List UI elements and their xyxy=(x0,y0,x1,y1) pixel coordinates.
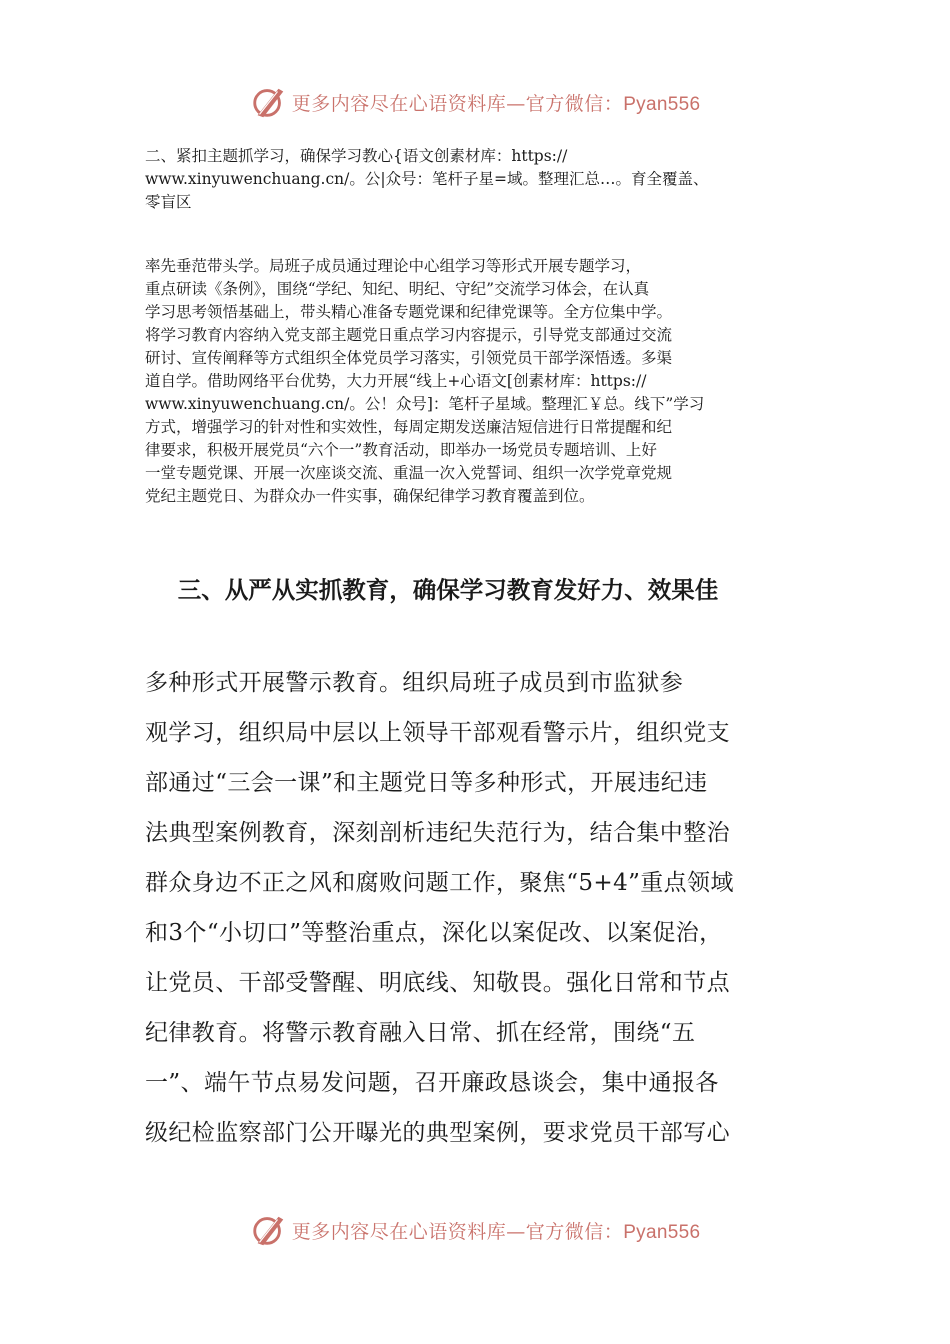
section2-body: 率先垂范带头学。局班子成员通过理论中心组学习等形式开展专题学习， 重点研读《条例》，围绕“学纪、知纪、明纪、守纪”交流学习体会，在认真 学习思考领悟基础上，带头精心准备专题党课和纪律党课等。全方位集中学。 将学习教育内容纳入党支部主题党日重点学习内容提示，引导党支部通过交流 研讨、宣传阐释等方式组织全体党员学习落实，引领党员干部学深悟透。多渠 道自学。借助网络平台优势，大力开展“线上+心语文[创素材库：https:// www.xinyuwenchuang.cn/。公！众号]：笔杆子星域。整理汇￥总。线下”学习 方式，增强学习的针对性和实效性，每周定期发送廉洁短信进行日常提醒和纪 律要求，积极开展党员“六个一”教育活动，即举办一场党员专题培训、上好 一堂专题党课、开展一次座谈交流、重温一次入党誓词、组织一次学党章党规 党纪主题党日、为群众办一件实事，确保纪律学习教育覆盖到位。 xyxy=(145,257,705,505)
section3-heading: 三、从严从实抓教育，确保学习教育发好力、效果佳 xyxy=(145,576,719,604)
footer-banner xyxy=(0,1210,950,1250)
banner-text-cn: 更多内容尽在心语资料库—官方微信： xyxy=(291,92,624,115)
banner-wechat-id: Pyan556 xyxy=(623,93,701,115)
quill-logo-icon xyxy=(250,1211,288,1249)
quill-logo-icon xyxy=(250,83,288,121)
banner-text-cn: 更多内容尽在心语资料库—官方微信： xyxy=(291,1220,624,1243)
banner-wechat-id: Pyan556 xyxy=(623,1221,701,1243)
banner-text xyxy=(292,1217,701,1244)
header-banner xyxy=(0,82,950,122)
section2-intro: 二、紧扣主题抓学习，确保学习教心{语文创素材库：https:// www.xinyuwenchuang.cn/。公|众号：笔杆子星=域。整理汇总…。育全覆盖、 零盲区 xyxy=(145,147,709,211)
section3-body: 多种形式开展警示教育。组织局班子成员到市监狱参 观学习，组织局中层以上领导干部观看警示片，组织党支 部通过“三会一课”和主题党日等多种形式，开展违纪违 法典型案例教育，深刻剖析违纪失范行为，结合集中整治 群众身边不正之风和腐败问题工作，聚焦“5+4”重点领域 和3个“小切口”等整治重点，深化以案促改、以案促治， 让党员、干部受警醒、明底线、知敬畏。强化日常和节点 纪律教育。将警示教育融入日常、抓在经常，围绕“五 一”、端午节点易发问题，召开廉政恳谈会，集中通报各 级纪检监察部门公开曝光的典型案例，要求党员干部写心 xyxy=(145,670,734,1146)
banner-text xyxy=(292,89,701,116)
